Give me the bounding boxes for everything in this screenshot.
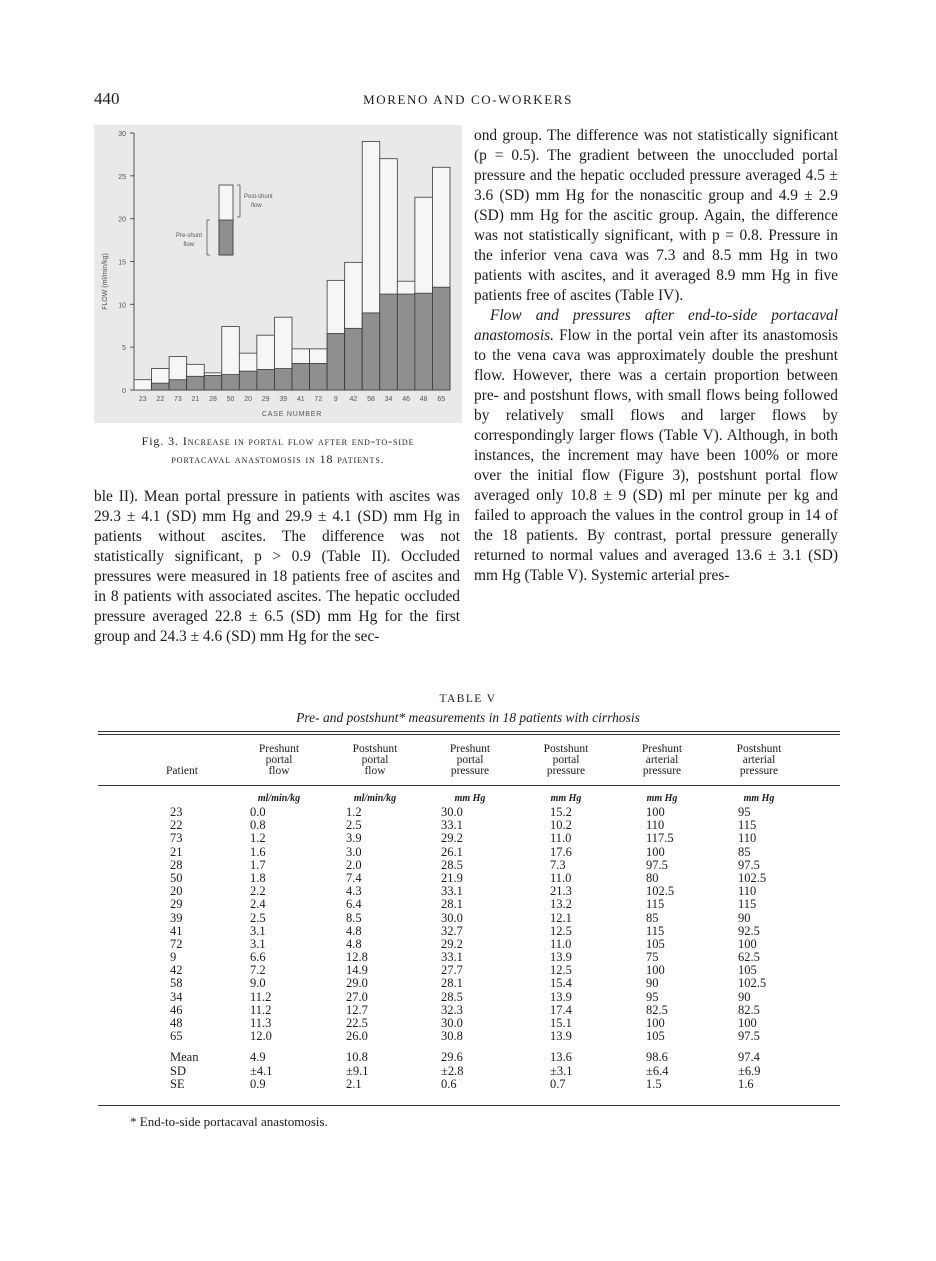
table-cell: 32.3 bbox=[441, 1002, 463, 1017]
y-tick-label: 5 bbox=[122, 345, 126, 353]
x-tick-label: 20 bbox=[244, 396, 253, 403]
table-cell: 3.1 bbox=[250, 936, 266, 951]
table-cell: 41 bbox=[170, 923, 183, 938]
table-cell: 28.1 bbox=[441, 897, 463, 912]
table-cell: 15.2 bbox=[550, 805, 572, 819]
y-tick-label: 30 bbox=[118, 131, 126, 138]
stat-row bbox=[98, 1065, 840, 1078]
col-header-line: portal bbox=[361, 754, 389, 766]
table-cell: SE bbox=[170, 1076, 185, 1091]
table-row bbox=[98, 1004, 840, 1017]
table-bottom-rule bbox=[98, 1105, 840, 1106]
table-cell: 95 bbox=[738, 805, 751, 819]
x-tick-label: 41 bbox=[296, 396, 305, 403]
table-cell: 58 bbox=[170, 976, 183, 991]
table-cell: 97.5 bbox=[738, 857, 760, 872]
table-cell: 12.8 bbox=[346, 950, 368, 965]
table-cell: 73 bbox=[170, 831, 183, 846]
x-tick-label: 9 bbox=[333, 396, 338, 403]
table-cell: 50 bbox=[170, 870, 183, 885]
bar-pre-shunt bbox=[432, 287, 450, 390]
table-cell: 27.7 bbox=[441, 963, 463, 978]
x-tick-label: 42 bbox=[349, 396, 358, 403]
table-cell: 8.5 bbox=[346, 910, 362, 925]
table-cell: 22 bbox=[170, 818, 183, 833]
table-cell: 2.1 bbox=[346, 1076, 362, 1091]
table-cell: 102.5 bbox=[738, 976, 767, 991]
table-cell: 0.6 bbox=[441, 1076, 457, 1091]
table-cell: 21.9 bbox=[441, 870, 463, 885]
table-row bbox=[98, 1017, 840, 1030]
table-cell: 10.2 bbox=[550, 818, 572, 833]
table-cell: 15.1 bbox=[550, 1016, 572, 1030]
table-cell: 28.5 bbox=[441, 857, 463, 872]
col-header-line: Postshunt bbox=[736, 743, 782, 755]
legend-pre-shunt-swatch bbox=[219, 220, 233, 255]
bar-pre-shunt bbox=[327, 333, 345, 390]
bar-pre-shunt bbox=[415, 293, 433, 390]
x-tick-label: 39 bbox=[279, 396, 288, 403]
x-tick-label: 29 bbox=[261, 396, 270, 403]
table-row bbox=[98, 885, 840, 898]
col-header-line: pressure bbox=[450, 765, 490, 777]
table-cell: 12.0 bbox=[250, 1029, 272, 1044]
table-cell: 98.6 bbox=[646, 1050, 668, 1065]
bar-pre-shunt bbox=[345, 328, 363, 390]
col-header-line: portal bbox=[265, 754, 293, 766]
table-cell: 1.7 bbox=[250, 857, 266, 872]
table-cell: 11.0 bbox=[550, 831, 572, 846]
table-cell: 11.0 bbox=[550, 936, 572, 951]
left-column-text bbox=[94, 487, 460, 647]
table-cell: 1.6 bbox=[738, 1076, 754, 1091]
col-header-line: Preshunt bbox=[258, 743, 300, 755]
table-cell: 3.9 bbox=[346, 831, 362, 846]
table-row bbox=[98, 938, 840, 951]
table-cell: Mean bbox=[170, 1050, 199, 1065]
table-cell: 115 bbox=[738, 897, 757, 912]
bar-pre-shunt bbox=[152, 383, 170, 390]
table-cell: 11.3 bbox=[250, 1016, 272, 1030]
table-row bbox=[98, 832, 840, 845]
table-cell: 100 bbox=[646, 844, 665, 859]
table-cell: 27.0 bbox=[346, 989, 368, 1004]
table-cell: 2.2 bbox=[250, 884, 266, 899]
table-cell: 13.9 bbox=[550, 989, 572, 1004]
table-cell: 30.0 bbox=[441, 1016, 463, 1030]
bar-pre-shunt bbox=[292, 363, 310, 390]
table-cell: 110 bbox=[738, 831, 757, 846]
table-cell: 28.5 bbox=[441, 989, 463, 1004]
bar-pre-shunt bbox=[397, 294, 415, 390]
legend-post-shunt-label: Post-shunt bbox=[244, 194, 273, 200]
unit-label: ml/min/kg bbox=[257, 793, 301, 804]
table-cell: 11.2 bbox=[250, 1002, 272, 1017]
bar-pre-shunt bbox=[204, 375, 222, 390]
y-axis-label: FLOW (ml/min/kg) bbox=[102, 253, 109, 310]
table-cell: 97.5 bbox=[646, 857, 668, 872]
table-cell: 28 bbox=[170, 857, 183, 872]
table-cell: 115 bbox=[738, 818, 757, 833]
table-cell: 21.3 bbox=[550, 884, 572, 899]
table-cell: 9.0 bbox=[250, 976, 266, 991]
bar-pre-shunt bbox=[222, 375, 240, 390]
table-cell: 100 bbox=[738, 1016, 757, 1030]
table-cell: 13.9 bbox=[550, 950, 572, 965]
table-cell: 13.2 bbox=[550, 897, 572, 912]
table-cell: 0.8 bbox=[250, 818, 266, 833]
stat-row bbox=[98, 1078, 840, 1091]
table-cell: 110 bbox=[738, 884, 757, 899]
table-cell: 7.3 bbox=[550, 857, 566, 872]
x-axis-label: CASE NUMBER bbox=[261, 411, 323, 418]
table-row bbox=[98, 977, 840, 990]
table-cell: 33.1 bbox=[441, 884, 463, 899]
table-cell: 82.5 bbox=[738, 1002, 760, 1017]
caption-label: Fig. 3. bbox=[141, 434, 179, 448]
table-cell: 33.1 bbox=[441, 818, 463, 833]
table-cell: 22.5 bbox=[346, 1016, 368, 1030]
table-cell: ±9.1 bbox=[346, 1063, 369, 1078]
table-cell: 17.4 bbox=[550, 1002, 572, 1017]
x-tick-label: 48 bbox=[419, 396, 428, 403]
col-header-line: portal bbox=[552, 754, 580, 766]
table-cell: 2.4 bbox=[250, 897, 266, 912]
unit-label: mm Hg bbox=[743, 793, 775, 804]
figure-3 bbox=[94, 125, 462, 423]
x-tick-label: 28 bbox=[209, 396, 217, 403]
legend-pre-shunt-label: Pre-shunt bbox=[175, 233, 202, 239]
table-cell: 6.4 bbox=[346, 897, 362, 912]
table-cell: 90 bbox=[738, 989, 751, 1004]
table-row bbox=[98, 819, 840, 832]
table-row bbox=[98, 964, 840, 977]
table-cell: 29.2 bbox=[441, 831, 463, 846]
table-cell: 97.5 bbox=[738, 1029, 760, 1044]
table-cell: 90 bbox=[646, 976, 659, 991]
flow-bar-chart bbox=[94, 125, 462, 423]
x-tick-label: 72 bbox=[314, 396, 323, 403]
paragraph: ble II). Mean portal pressure in patients with ascites was 29.3 ± 4.1 (SD) mm Hg and 29.9 ± 4.1 (SD) mm Hg in patients without ascites. The difference was not statistically significant, p > 0.9 (Table II). Occluded pressures were measured in 18 patients free of ascites and in 8 patients with associated ascites. The hepatic occluded pressure averaged 22.8 ± 6.5 (SD) mm Hg for the first group and 24.3 ± 4.6 (SD) mm Hg for the sec- bbox=[94, 488, 460, 645]
table-cell: 12.1 bbox=[550, 910, 572, 925]
table-top-rule-2 bbox=[98, 734, 840, 735]
table-row bbox=[98, 898, 840, 911]
table-row bbox=[98, 951, 840, 964]
table-cell: 105 bbox=[646, 936, 665, 951]
table-cell: 32.7 bbox=[441, 923, 463, 938]
col-header-line: flow bbox=[364, 765, 386, 777]
bar-pre-shunt bbox=[310, 363, 328, 390]
table-cell: 75 bbox=[646, 950, 659, 965]
table-cell: 115 bbox=[646, 897, 665, 912]
table-cell: 7.2 bbox=[250, 963, 266, 978]
table-cell: 12.5 bbox=[550, 923, 572, 938]
table-cell: 0.7 bbox=[550, 1076, 566, 1091]
table-cell: 100 bbox=[646, 963, 665, 978]
bar-post-shunt bbox=[134, 380, 152, 390]
table-cell: 30.0 bbox=[441, 910, 463, 925]
col-header-line: flow bbox=[268, 765, 290, 777]
col-header-patient: Patient bbox=[166, 765, 198, 777]
table-cell: 100 bbox=[646, 1016, 665, 1030]
table-cell: 90 bbox=[738, 910, 751, 925]
bar-pre-shunt bbox=[169, 380, 187, 390]
table-cell: 97.4 bbox=[738, 1050, 760, 1065]
bar-pre-shunt bbox=[239, 371, 257, 390]
x-tick-label: 23 bbox=[138, 396, 147, 403]
col-header-line: pressure bbox=[546, 765, 586, 777]
table-cell: 13.6 bbox=[550, 1050, 572, 1065]
right-column-text bbox=[474, 126, 838, 586]
table-cell: 85 bbox=[646, 910, 659, 925]
col-header-line: Postshunt bbox=[352, 743, 398, 755]
table-cell: 15.4 bbox=[550, 976, 572, 991]
table-cell: 23 bbox=[170, 805, 183, 819]
col-header-line: arterial bbox=[742, 754, 776, 766]
col-header-line: Postshunt bbox=[543, 743, 589, 755]
table-cell: 1.8 bbox=[250, 870, 266, 885]
table-cell: 72 bbox=[170, 936, 183, 951]
table-cell: 14.9 bbox=[346, 963, 368, 978]
table-cell: 82.5 bbox=[646, 1002, 668, 1017]
table-cell: 30.8 bbox=[441, 1029, 463, 1044]
table-cell: 46 bbox=[170, 1002, 183, 1017]
x-tick-label: 73 bbox=[173, 396, 182, 403]
col-header-line: Preshunt bbox=[641, 743, 683, 755]
table-cell: 1.2 bbox=[346, 805, 362, 819]
x-tick-label: 22 bbox=[156, 396, 165, 403]
bar-pre-shunt bbox=[274, 369, 292, 390]
table-cell: 3.0 bbox=[346, 844, 362, 859]
figure-caption bbox=[94, 432, 462, 468]
table-cell: 85 bbox=[738, 844, 751, 859]
table-cell: 6.6 bbox=[250, 950, 266, 965]
col-header-line: pressure bbox=[642, 765, 682, 777]
table-cell: 110 bbox=[646, 818, 665, 833]
table-cell: ±6.9 bbox=[738, 1063, 761, 1078]
y-tick-label: 25 bbox=[118, 173, 126, 181]
table-cell: 80 bbox=[646, 870, 659, 885]
table-cell: 4.8 bbox=[346, 923, 362, 938]
section-heading: Flow and pressures after end-to-side portacaval anastomosis. bbox=[474, 307, 838, 344]
table-cell: 1.2 bbox=[250, 831, 266, 846]
table-cell: 11.0 bbox=[550, 870, 572, 885]
table-cell: 33.1 bbox=[441, 950, 463, 965]
table-row bbox=[98, 806, 840, 819]
table-cell: 42 bbox=[170, 963, 183, 978]
table-cell: 26.1 bbox=[441, 844, 463, 859]
legend-post-shunt-label: flow bbox=[251, 203, 262, 209]
table-row bbox=[98, 872, 840, 885]
table-cell: 12.7 bbox=[346, 1002, 368, 1017]
table-cell: 13.9 bbox=[550, 1029, 572, 1044]
y-tick-label: 20 bbox=[118, 216, 126, 224]
unit-label: mm Hg bbox=[646, 793, 678, 804]
table-cell: 17.6 bbox=[550, 844, 572, 859]
table-row bbox=[98, 859, 840, 872]
table-cell: SD bbox=[170, 1063, 186, 1078]
table-cell: ±4.1 bbox=[250, 1063, 273, 1078]
table-cell: ±2.8 bbox=[441, 1063, 464, 1078]
unit-label: mm Hg bbox=[454, 793, 486, 804]
table-cell: 1.5 bbox=[646, 1076, 662, 1091]
caption-line-1: Increase in portal flow after end-to-side bbox=[182, 434, 415, 448]
table-cell: 3.1 bbox=[250, 923, 266, 938]
table-cell: 65 bbox=[170, 1029, 183, 1044]
table-row bbox=[98, 991, 840, 1004]
unit-label: mm Hg bbox=[550, 793, 582, 804]
table-cell: 4.9 bbox=[250, 1050, 266, 1065]
table-cell: 2.0 bbox=[346, 857, 362, 872]
table-cell: 4.3 bbox=[346, 884, 362, 899]
bar-pre-shunt bbox=[257, 369, 275, 390]
bar-pre-shunt bbox=[362, 313, 380, 390]
table-cell: 29 bbox=[170, 897, 183, 912]
table-cell: ±6.4 bbox=[646, 1063, 669, 1078]
table-cell: 105 bbox=[646, 1029, 665, 1044]
table-cell: 11.2 bbox=[250, 989, 272, 1004]
col-header-line: arterial bbox=[645, 754, 679, 766]
table-cell: 39 bbox=[170, 910, 183, 925]
x-tick-label: 46 bbox=[402, 396, 411, 403]
table-top-rule bbox=[98, 731, 840, 732]
table-row bbox=[98, 912, 840, 925]
table-cell: 29.0 bbox=[346, 976, 368, 991]
bar-pre-shunt bbox=[380, 294, 398, 390]
table-title: Pre- and postshunt* measurements in 18 patients with cirrhosis bbox=[296, 710, 640, 725]
table-footnote: * End-to-side portacaval anastomosis. bbox=[130, 1114, 328, 1129]
table-cell: 30.0 bbox=[441, 805, 463, 819]
table-row bbox=[98, 846, 840, 859]
table-cell: 34 bbox=[170, 989, 183, 1004]
table-body bbox=[98, 806, 840, 1091]
paragraph-body: Flow in the portal vein after its anastomosis to the vena cava was approximately double the preshunt flow. However, there was a certain proportion between pre- and postshunt flows, with small flows being followed by relatively small flows and larger flows by correspondingly larger flows (Table V). Although, in both instances, the increment may have been 100% or more over the initial flow (Figure 3), postshunt portal flow averaged only 10.8 ± 9 (SD) ml per minute per kg and failed to approach the values in the control group in 14 of the 18 patients. By contrast, portal pressure generally returned to normal values and averaged 13.6 ± 3.1 (SD) mm Hg (Table V). Systemic arterial pres- bbox=[474, 327, 838, 584]
table-cell: 1.6 bbox=[250, 844, 266, 859]
x-tick-label: 21 bbox=[191, 396, 200, 403]
table-cell: 21 bbox=[170, 844, 183, 859]
table-header-rule bbox=[98, 785, 840, 786]
table-cell: 117.5 bbox=[646, 831, 674, 846]
table-cell: 10.8 bbox=[346, 1050, 368, 1065]
table-cell: ±3.1 bbox=[550, 1063, 573, 1078]
page-number: 440 bbox=[94, 89, 120, 108]
y-tick-label: 0 bbox=[122, 388, 126, 395]
table-cell: 102.5 bbox=[646, 884, 675, 899]
table-cell: 12.5 bbox=[550, 963, 572, 978]
table-cell: 0.0 bbox=[250, 805, 266, 819]
table-cell: 2.5 bbox=[250, 910, 266, 925]
table-cell: 100 bbox=[738, 936, 757, 951]
table-cell: 4.8 bbox=[346, 936, 362, 951]
table-cell: 100 bbox=[646, 805, 665, 819]
x-tick-label: 58 bbox=[367, 396, 375, 403]
y-tick-label: 10 bbox=[118, 302, 126, 310]
table-cell: 115 bbox=[646, 923, 665, 938]
table-cell: 2.5 bbox=[346, 818, 362, 833]
table-cell: 20 bbox=[170, 884, 183, 899]
table-cell: 0.9 bbox=[250, 1076, 266, 1091]
table-cell: 92.5 bbox=[738, 923, 760, 938]
paragraph: ond group. The difference was not statistically significant (p = 0.5). The gradient between the unoccluded portal pressure and the hepatic occluded pressure averaged 4.5 ± 3.6 (SD) mm Hg for the nonascitic group and 4.9 ± 2.9 (SD) mm Hg for the ascitic group. Again, the difference was not statistically significant, with p = 0.8. Pressure in the inferior vena cava was 7.3 and 8.5 mm Hg in two patients with ascites, and it averaged 8.9 mm Hg in five patients free of ascites (Table IV). bbox=[474, 127, 838, 304]
table-cell: 62.5 bbox=[738, 950, 760, 965]
caption-line-2: portacaval anastomosis in 18 patients. bbox=[171, 452, 385, 466]
x-tick-label: 65 bbox=[437, 396, 446, 403]
col-header-line: Preshunt bbox=[449, 743, 491, 755]
x-tick-label: 34 bbox=[384, 396, 393, 403]
table-row bbox=[98, 925, 840, 938]
table-label: TABLE V bbox=[439, 693, 497, 705]
running-head: MORENO AND CO-WORKERS bbox=[363, 92, 573, 107]
stat-row bbox=[98, 1051, 840, 1064]
col-header-line: portal bbox=[456, 754, 484, 766]
table-cell: 26.0 bbox=[346, 1029, 368, 1044]
col-header-line: pressure bbox=[739, 765, 779, 777]
table-cell: 9 bbox=[170, 950, 177, 965]
table-cell: 29.2 bbox=[441, 936, 463, 951]
table-cell: 48 bbox=[170, 1016, 183, 1030]
table-cell: 95 bbox=[646, 989, 659, 1004]
table-cell: 102.5 bbox=[738, 870, 767, 885]
bar-pre-shunt bbox=[187, 376, 205, 390]
table-cell: 29.6 bbox=[441, 1050, 463, 1065]
legend-pre-shunt-label: flow bbox=[183, 242, 194, 248]
paragraph bbox=[474, 306, 838, 586]
x-tick-label: 50 bbox=[226, 396, 235, 403]
unit-label: ml/min/kg bbox=[353, 793, 397, 804]
table-cell: 105 bbox=[738, 963, 757, 978]
table-row bbox=[98, 1030, 840, 1043]
y-tick-label: 15 bbox=[118, 259, 126, 267]
table-cell: 28.1 bbox=[441, 976, 463, 991]
table-cell: 7.4 bbox=[346, 870, 362, 885]
